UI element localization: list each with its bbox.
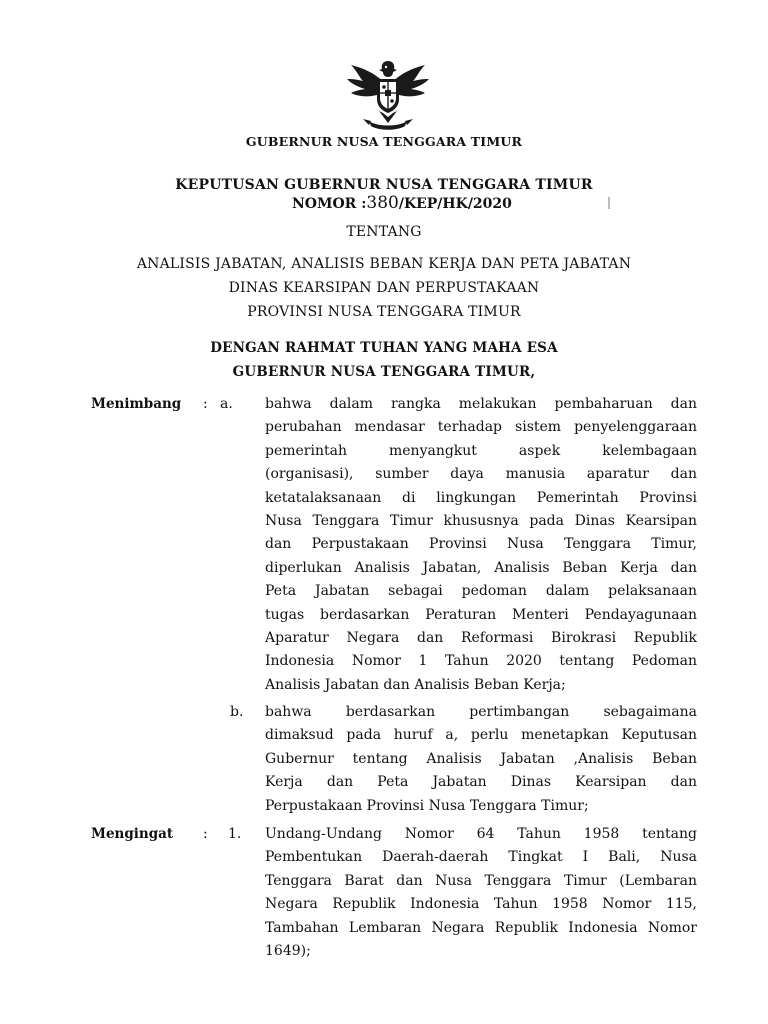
paragraph-line: dan Perpustakaan Provinsi Nusa Tenggara Timur, bbox=[265, 536, 697, 553]
mengingat-colon: : bbox=[203, 826, 208, 842]
subject-line: DINAS KEARSIPAN DAN PERPUSTAKAAN bbox=[228, 280, 540, 296]
paragraph-line: Indonesia Nomor 1 Tahun 2020 tentang Pedoman bbox=[265, 653, 697, 670]
paragraph-line: (organisasi), sumber daya manusia aparatur dan bbox=[265, 466, 697, 483]
item-marker: b. bbox=[230, 704, 244, 720]
paragraph-line: ketatalaksanaan di lingkungan Pemerintah Provinsi bbox=[265, 489, 697, 506]
governor-heading: GUBERNUR NUSA TENGGARA TIMUR, bbox=[232, 364, 536, 380]
subject-line: ANALISIS JABATAN, ANALISIS BEBAN KERJA DAN PETA JABATAN bbox=[136, 256, 632, 272]
item-marker: 1. bbox=[228, 826, 242, 842]
subject-line: PROVINSI NUSA TENGGARA TIMUR bbox=[247, 304, 521, 320]
garuda-emblem-icon bbox=[343, 55, 433, 133]
paragraph-line: Pembentukan Daerah-daerah Tingkat I Bali, Nusa bbox=[265, 849, 697, 866]
nomor-suffix: /KEP/HK/2020 bbox=[398, 196, 512, 212]
tentang-heading: TENTANG bbox=[346, 224, 422, 240]
paragraph-line: tugas berdasarkan Peraturan Menteri Pendayagunaan bbox=[265, 606, 697, 623]
menimbang-label: Menimbang bbox=[91, 396, 182, 412]
nomor-number: 380 bbox=[366, 193, 399, 213]
paragraph-line: Aparatur Negara dan Reformasi Birokrasi Republik bbox=[265, 629, 697, 646]
menimbang-item-a bbox=[265, 393, 697, 697]
scan-mark bbox=[608, 197, 610, 209]
paragraph-line: Undang-Undang Nomor 64 Tahun 1958 tentang bbox=[265, 826, 697, 842]
paragraph-line: diperlukan Analisis Jabatan, Analisis Beban Kerja dan bbox=[265, 559, 697, 576]
paragraph-line: 1649); bbox=[265, 942, 311, 959]
invocation: DENGAN RAHMAT TUHAN YANG MAHA ESA bbox=[210, 340, 558, 356]
paragraph-line: bahwa berdasarkan pertimbangan sebagaimana bbox=[265, 704, 697, 720]
paragraph-line: pemerintah menyangkut aspek kelembagaan bbox=[265, 442, 697, 459]
issuer-heading: GUBERNUR NUSA TENGGARA TIMUR bbox=[245, 134, 523, 149]
paragraph-line: Tambahan Lembaran Negara Republik Indonesia Nomor bbox=[265, 919, 697, 936]
decree-title: KEPUTUSAN GUBERNUR NUSA TENGGARA TIMUR bbox=[175, 177, 593, 193]
paragraph-line: Gubernur tentang Analisis Jabatan ,Analisis Beban bbox=[265, 750, 697, 767]
paragraph-line: Nusa Tenggara Timur khususnya pada Dinas Kearsipan bbox=[265, 512, 697, 529]
paragraph-line: perubahan mendasar terhadap sistem penyelenggaraan bbox=[265, 419, 697, 436]
mengingat-item-1 bbox=[265, 823, 697, 963]
mengingat-label: Mengingat bbox=[91, 826, 174, 842]
paragraph-line: Kerja dan Peta Jabatan Dinas Kearsipan dan bbox=[265, 774, 697, 791]
item-marker: a. bbox=[220, 396, 233, 412]
paragraph-line: dimaksud pada huruf a, perlu menetapkan Keputusan bbox=[265, 727, 697, 744]
paragraph-line: Perpustakaan Provinsi Nusa Tenggara Timur; bbox=[265, 797, 589, 814]
menimbang-item-b bbox=[265, 701, 697, 818]
decree-number bbox=[292, 193, 592, 213]
paragraph-line: Negara Republik Indonesia Tahun 1958 Nomor 115, bbox=[265, 896, 697, 913]
menimbang-colon: : bbox=[203, 396, 208, 412]
paragraph-line: Peta Jabatan sebagai pedoman dalam pelaksanaan bbox=[265, 583, 697, 600]
nomor-prefix: NOMOR : bbox=[292, 196, 367, 212]
paragraph-line: Analisis Jabatan dan Analisis Beban Kerja; bbox=[265, 676, 566, 693]
paragraph-line: bahwa dalam rangka melakukan pembaharuan dan bbox=[265, 396, 697, 412]
paragraph-line: Tenggara Barat dan Nusa Tenggara Timur (Lembaran bbox=[265, 872, 697, 889]
